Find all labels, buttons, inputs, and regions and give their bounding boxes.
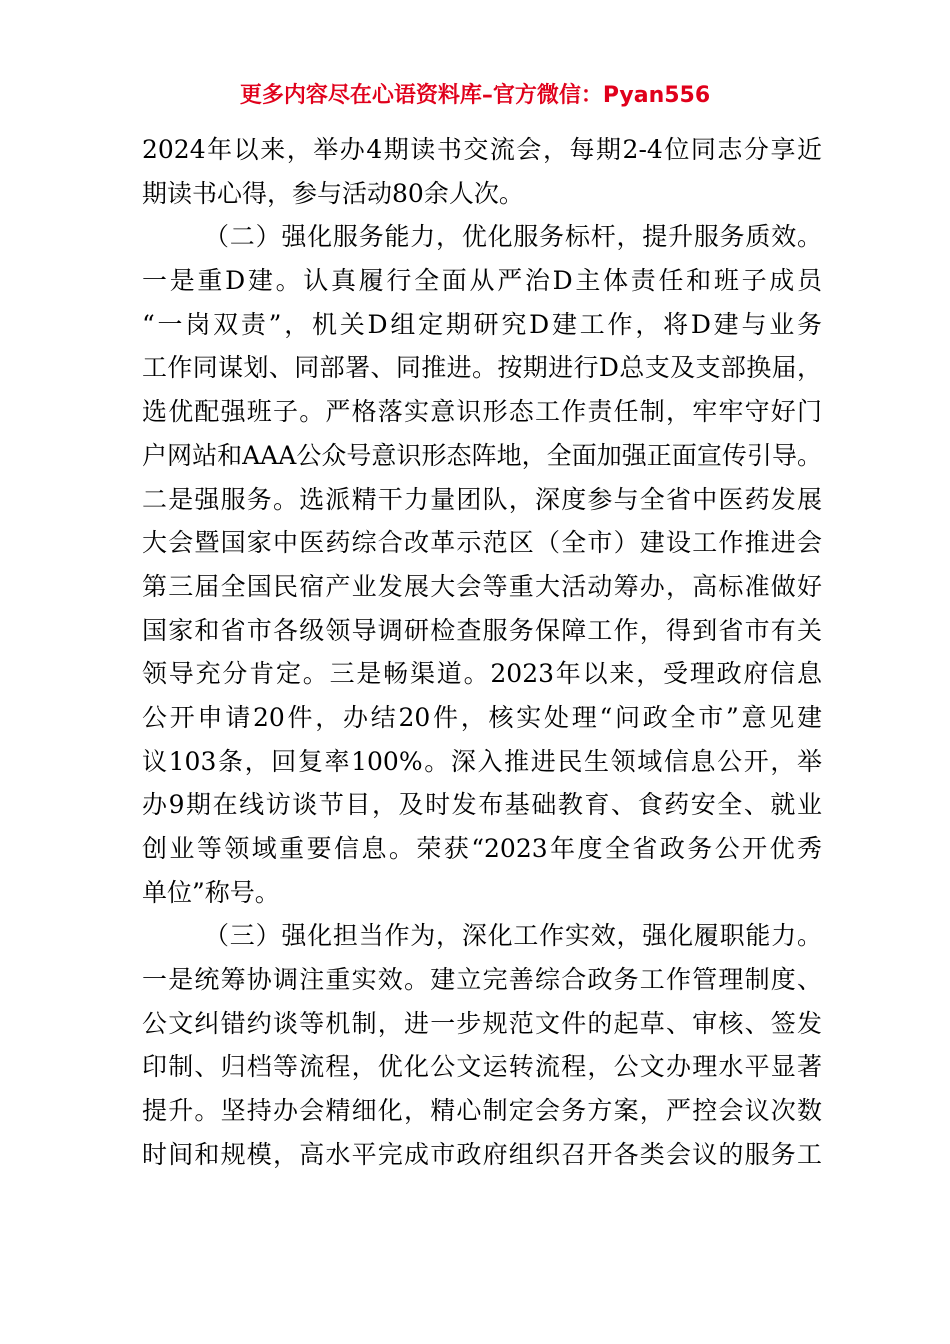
text-line: 选优配强班子。严格落实意识形态工作责任制，牢牢守好门 [142,397,822,427]
text-line: “一岗双责”，机关D组定期研究D建工作，将D建与业务 [142,309,822,339]
paragraph-1 [142,128,822,215]
text-line: 公文纠错约谈等机制，进一步规范文件的起草、审核、签发 [142,1008,822,1038]
text-line: 工作同谋划、同部署、同推进。按期进行D总支及支部换届， [142,353,822,383]
text-line: 期读书心得，参与活动80余人次。 [142,178,524,208]
watermark-header: 更多内容尽在心语资料库–官方微信：Pyan556 [239,83,711,108]
text-line: 一是统筹协调注重实效。建立完善综合政务工作管理制度、 [142,965,822,995]
text-line: 单位”称号。 [142,877,280,907]
paragraph-3 [142,914,822,1220]
section-heading-3: （三）强化担当作为，深化工作实效，强化履职能力。 [204,921,822,951]
text-line: 二是强服务。选派精干力量团队，深度参与全省中医药发展 [142,484,822,514]
text-line: 议103条，回复率100%。深入推进民生领域信息公开，举 [142,746,822,776]
section-heading-2: （二）强化服务能力，优化服务标杆，提升服务质效。 [204,222,822,252]
text-line: 印制、归档等流程，优化公文运转流程，公文办理水平显著 [142,1052,822,1082]
text-line: 时间和规模，高水平完成市政府组织召开各类会议的服务工 [142,1139,822,1169]
paragraph-2 [142,215,822,914]
text-line: 创业等领域重要信息。荣获“2023年度全省政务公开优秀 [142,834,822,863]
text-line: 提升。坚持办会精细化，精心制定会务方案，严控会议次数 [142,1096,822,1126]
text-line: 第三届全国民宿产业发展大会等重大活动筹办，高标准做好 [142,571,822,601]
document-body [142,128,822,1220]
text-line: 大会暨国家中医药综合改革示范区（全市）建设工作推进会 [142,528,822,558]
text-line: 领导充分肯定。三是畅渠道。2023年以来，受理政府信息 [142,659,822,689]
text-line: 户网站和AAA公众号意识形态阵地，全面加强正面宣传引导。 [142,440,822,470]
text-line: 办9期在线访谈节目，及时发布基础教育、食药安全、就业 [142,790,822,820]
text-line: 公开申请20件，办结20件，核实处理“问政全市”意见建 [142,702,822,732]
text-line: 国家和省市各级领导调研检查服务保障工作，得到省市有关 [142,615,822,645]
text-line [142,1177,822,1221]
text-line: 2024年以来，举办4期读书交流会，每期2-4位同志分享近 [142,135,822,164]
text-line: 一是重D建。认真履行全面从严治D主体责任和班子成员 [142,266,822,296]
